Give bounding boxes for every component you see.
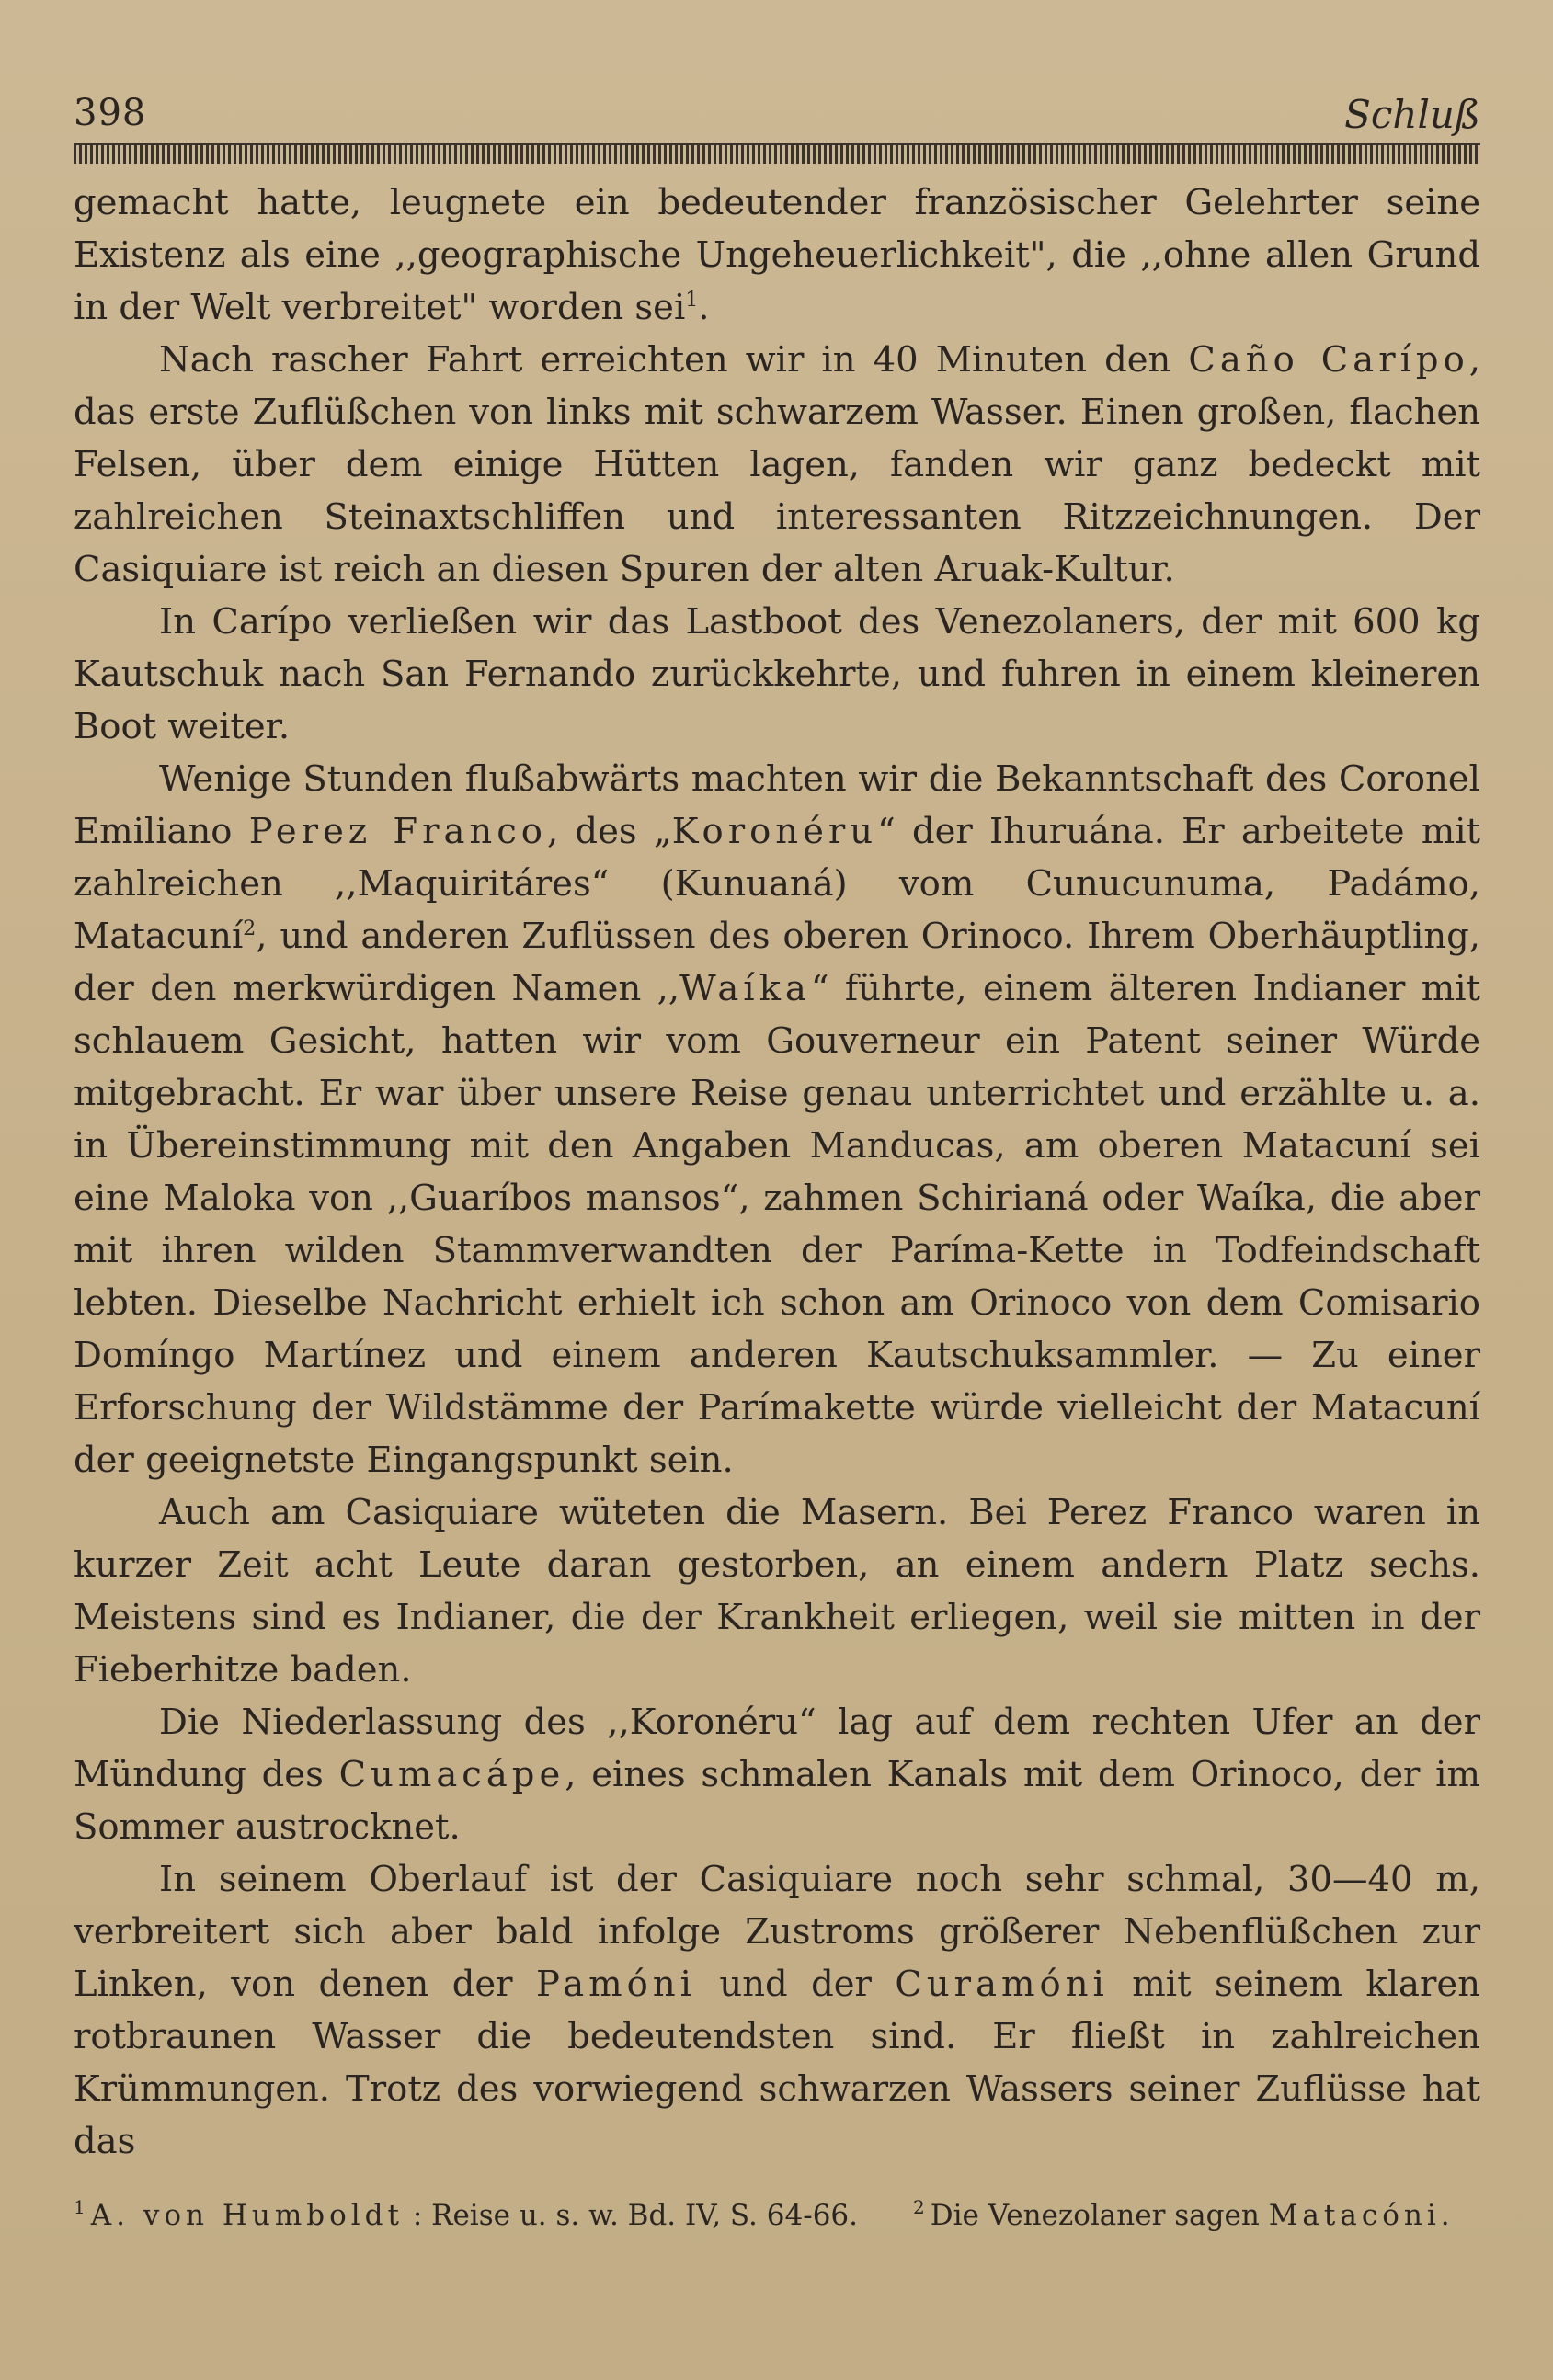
page-number: 398 [74,92,147,134]
page-header [74,92,1480,138]
footnotes [74,2186,1480,2238]
spaced-name: Caño Carípo [1188,339,1469,381]
footnote-ref: 1 [685,289,699,312]
paragraph: Wenige Stunden flußabwärts machten wir die Bekanntschaft des Coronel Emiliano Perez Franco, des „Koronéru“ der Ihuruána. Er arbeitete mit zahlreichen ,,Maquiritáres“ (Kunuaná) vom Cunucunuma, Padámo, Matacuní$^2$, und anderen Zuflüssen des oberen Orinoco. Ihrem Oberhäuptling, der den merkwürdigen Namen ,,Waíka“ führte, einem älteren Indianer mit schlauem Gesicht, hatten wir vom Gouverneur ein Patent seiner Würde mitgebracht. Er war über unsere Reise genau unterrichtet und erzählte u. a. in Übereinstimmung mit den Angaben Manducas, am oberen Matacuní sei eine Maloka von ,,Guaríbos mansos“, zahmen Schirianá oder Waíka, die aber mit ihren wilden Stammverwandten der Paríma-Kette in Todfeindschaft lebten. Dieselbe Nachricht erhielt ich schon am Orinoco von dem Comisario Domíngo Martínez und einem anderen Kautschuksammler. — Zu einer Erforschung der Wildstämme der Parímakette würde vielleicht der Matacuní der geeignetste Eingangspunkt sein. [74,758,1481,1481]
spaced-name: Pamóni [536,1964,696,2005]
spaced-name: Koronéru [671,811,878,852]
spaced-name: Cumacápe [338,1754,565,1795]
paragraph: In Carípo verließen wir das Lastboot des Venezolaners, der mit 600 kg Kautschuk nach San Fernando zurückkehrte, und fuhren in einem kleineren Boot weiter. [74,601,1480,747]
footnote-1: $^1$ A. von Humboldt : Reise u. s. w. Bd. IV, S. 64-66. [74,2196,858,2232]
paragraph: gemacht hatte, leugnete ein bedeutender französischer Gelehrter seine Existenz als eine ,,geographische Ungeheuerlichkeit", die ,,ohne allen Grund in der Welt verbreitet" worden sei$^1$. [74,182,1480,328]
paragraph: Auch am Casiquiare wüteten die Masern. Bei Perez Franco waren in kurzer Zeit acht Leute daran gestorben, an einem andern Platz sechs. Meistens sind es Indianer, die der Krankheit erliegen, weil sie mitten in der Fieberhitze baden. [74,1492,1480,1691]
paragraph: Die Niederlassung des ,,Koronéru“ lag auf dem rechten Ufer an der Mündung des Cumacápe, eines schmalen Kanals mit dem Orinoco, der im Sommer austrocknet. [74,1702,1480,1848]
footnote-2: $^2$ Die Venezolaner sagen Matacóni. [913,2196,1450,2232]
spaced-name: Curamóni [895,1964,1109,2005]
footnote-ref: 2 [243,917,257,940]
paragraph: Nach rascher Fahrt erreichten wir in 40 Minuten den Caño Carípo, das erste Zuflüßchen von links mit schwarzem Wasser. Einen großen, flachen Felsen, über dem einige Hütten lagen, fanden wir ganz bedeckt mit zahlreichen Steinaxtschliffen und interessanten Ritzzeichnungen. Der Casiquiare ist reich an diesen Spuren der alten Aruak-Kultur. [74,339,1481,590]
header-rule-ornament [74,143,1480,164]
running-title: Schluß [1344,92,1480,137]
body-text [74,177,1480,2168]
spaced-name: Perez Franco [248,811,547,852]
paragraph: In seinem Oberlauf ist der Casiquiare noch sehr schmal, 30—40 m, verbreitert sich aber bald infolge Zustroms größerer Nebenflüßchen zur Linken, von denen der Pamóni und der Curamóni mit seinem klaren rotbraunen Wasser die bedeutendsten sind. Er fließt in zahlreichen Krümmungen. Trotz des vorwiegend schwarzen Wassers seiner Zuflüsse hat das [74,1859,1480,2162]
spaced-name: Waíka [679,968,811,1009]
book-page [74,92,1480,2238]
footnote-author: A. von Humboldt [90,2199,404,2232]
